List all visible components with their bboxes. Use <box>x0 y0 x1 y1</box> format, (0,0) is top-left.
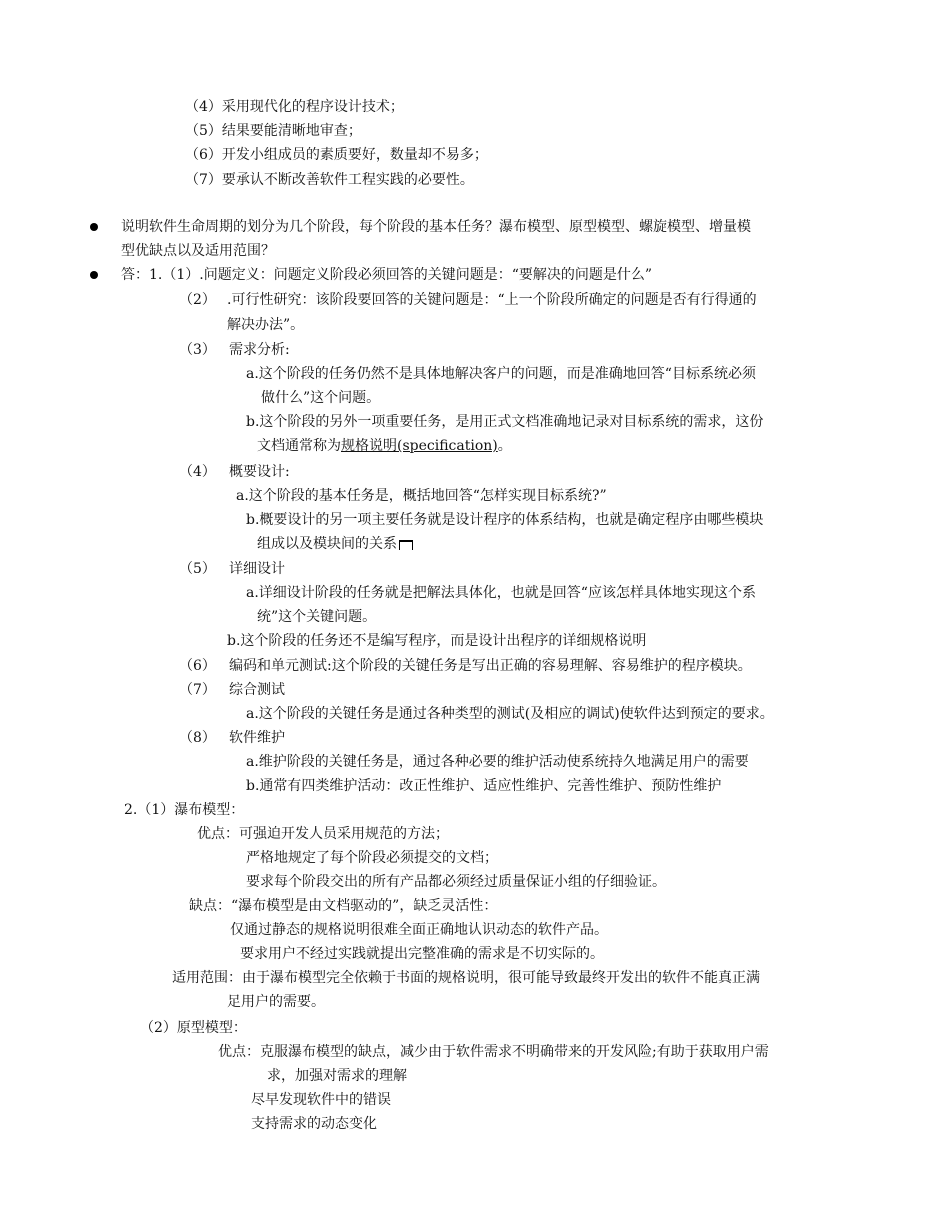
section-title: 需求分析: <box>229 342 290 358</box>
bracket-mark-icon <box>399 540 413 550</box>
specification-link: 规格说明(specification) <box>341 438 498 454</box>
paragraph-line: 求，加强对需求的理解 <box>267 1068 407 1084</box>
section-title: 概要设计: <box>229 464 290 480</box>
list-item: （4）采用现代化的程序设计技术； <box>185 99 404 115</box>
section-title: 软件维护 <box>229 730 285 746</box>
text-span: 。 <box>497 438 512 454</box>
section-heading: 2.（1）瀑布模型： <box>124 802 245 818</box>
item-number: （4） <box>179 464 216 480</box>
paragraph-line: 编码和单元测试:这个阶段的关键任务是写出正确的容易理解、容易维护的程序模块。 <box>229 658 752 674</box>
answer-heading: 答：1.（1）.问题定义：问题定义阶段必须回答的关键问题是：“要解决的问题是什么” <box>121 267 653 283</box>
list-item: （5）结果要能清晰地审查； <box>185 123 362 139</box>
text-span: 文档通常称为 <box>257 438 341 454</box>
paragraph-line: 尽早发现软件中的错误 <box>251 1092 391 1108</box>
section-title: 详细设计 <box>229 561 285 577</box>
section-heading: （2）原型模型： <box>140 1020 247 1036</box>
paragraph-line: 要求每个阶段交出的所有产品都必须经过质量保证小组的仔细验证。 <box>246 874 666 890</box>
paragraph-line: a.这个阶段的任务仍然不是具体地解决客户的问题，而是准确地回答“目标系统必须 <box>246 366 756 382</box>
paragraph-line: 统”这个关键问题。 <box>257 609 377 625</box>
item-number: （2） <box>179 292 216 308</box>
paragraph-line <box>257 534 413 554</box>
paragraph-line: .可行性研究：该阶段要回答的关键问题是：“上一个阶段所确定的问题是否有行得通的 <box>227 292 757 308</box>
question-text: 型优缺点以及适用范围？ <box>121 243 275 259</box>
paragraph-line: a.详细设计阶段的任务就是把解法具体化，也就是回答“应该怎样具体地实现这个系 <box>246 585 756 601</box>
list-item: （7）要承认不断改善软件工程实践的必要性。 <box>185 172 474 188</box>
paragraph-line: 仅通过静态的规格说明很难全面正确地认识动态的软件产品。 <box>230 922 608 938</box>
item-number: （8） <box>179 730 216 746</box>
item-number: （7） <box>179 682 216 698</box>
paragraph-line: 严格地规定了每个阶段必须提交的文档； <box>246 850 498 866</box>
paragraph-line: 缺点：“瀑布模型是由文档驱动的”，缺乏灵活性： <box>189 898 498 914</box>
question-text: 说明软件生命周期的划分为几个阶段，每个阶段的基本任务？瀑布模型、原型模型、螺旋模型、增量模 <box>121 219 751 235</box>
paragraph-line: 优点：克服瀑布模型的缺点，减少由于软件需求不明确带来的开发风险;有助于获取用户需 <box>218 1044 769 1060</box>
paragraph-line: b.概要设计的另一项主要任务就是设计程序的体系结构，也就是确定程序由哪些模块 <box>246 512 764 528</box>
paragraph-line: b.这个阶段的另外一项重要任务，是用正式文档准确地记录对目标系统的需求，这份 <box>246 414 764 430</box>
paragraph-line: 支持需求的动态变化 <box>251 1116 377 1132</box>
paragraph-line: 适用范围：由于瀑布模型完全依赖于书面的规格说明，很可能导致最终开发出的软件不能真正满 <box>172 970 760 986</box>
text-span: 组成以及模块间的关系 <box>257 536 397 552</box>
paragraph-line: 做什么”这个问题。 <box>261 390 381 406</box>
item-number: （5） <box>179 561 216 577</box>
bullet-icon <box>90 223 98 231</box>
paragraph-line: b.这个阶段的任务还不是编写程序，而是设计出程序的详细规格说明 <box>227 633 647 649</box>
paragraph-line: 足用户的需要。 <box>227 994 325 1010</box>
item-number: （3） <box>179 342 216 358</box>
paragraph-line: 解决办法”。 <box>227 317 305 333</box>
item-number: （6） <box>179 658 216 674</box>
section-title: 综合测试 <box>229 682 285 698</box>
paragraph-line: a.这个阶段的基本任务是，概括地回答“怎样实现目标系统?” <box>236 488 607 504</box>
paragraph-line: a.这个阶段的关键任务是通过各种类型的测试(及相应的调试)使软件达到预定的要求。 <box>246 706 774 722</box>
paragraph-line <box>257 436 512 456</box>
paragraph-line: 优点：可强迫开发人员采用规范的方法； <box>197 826 449 842</box>
paragraph-line: 要求用户不经过实践就提出完整准确的需求是不切实际的。 <box>240 946 604 962</box>
bullet-icon <box>90 271 98 279</box>
list-item: （6）开发小组成员的素质要好，数量却不易多； <box>185 147 488 163</box>
paragraph-line: b.通常有四类维护活动：改正性维护、适应性维护、完善性维护、预防性维护 <box>246 778 722 794</box>
paragraph-line: a.维护阶段的关键任务是，通过各种必要的维护活动使系统持久地满足用户的需要 <box>246 754 749 770</box>
